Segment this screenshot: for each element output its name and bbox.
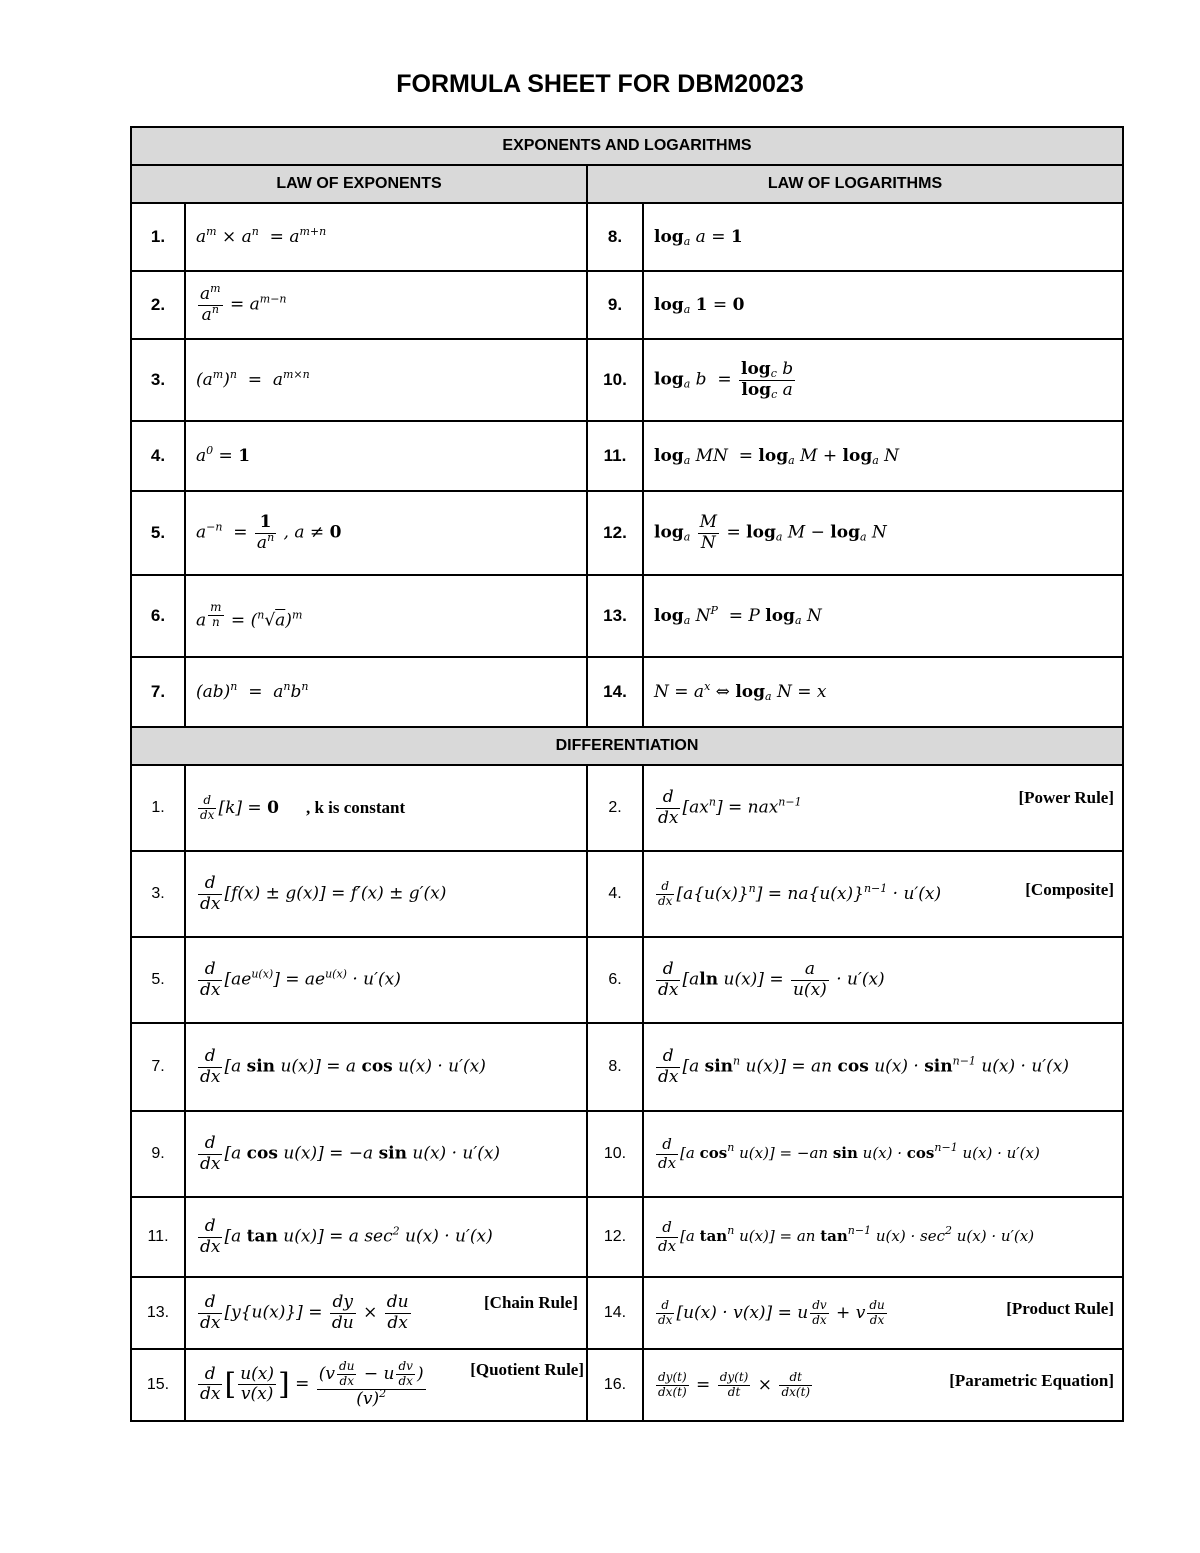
- diff-row: [131, 937, 1123, 1023]
- formula: $\frac{d}{dx}$ $[ax^n] = nax^{n-1}$ [Power Rule]: [643, 765, 1123, 851]
- formula: $\frac{d}{dx}$ $[ae^{u(x)}] = ae^{u(x)} \cdot u'(x)$: [185, 937, 587, 1023]
- formula: $\frac{dy(t)}{dx(t)}$ = $\frac{dy(t)}{dt}$ × $\frac{dt}{dx(t)}$ [Parametric Equation]: [643, 1349, 1123, 1421]
- row-number: 1.: [131, 203, 185, 271]
- formula: $(ab)^n = a^nb^n$: [185, 657, 587, 727]
- row-number: 10.: [587, 1111, 643, 1197]
- row-number: 13.: [587, 575, 643, 657]
- law-row: [131, 203, 1123, 271]
- diff-row: [131, 1111, 1123, 1197]
- law-of-exponents-header: LAW OF EXPONENTS: [131, 165, 587, 203]
- formula: $\log_a b$ = $\frac{\log_c b}{\log_c a}$: [643, 339, 1123, 421]
- row-number: 10.: [587, 339, 643, 421]
- formula: $\log_a$ $\frac{M}{N}$ = $\log_a M - \log_a N$: [643, 491, 1123, 575]
- row-number: 15.: [131, 1349, 185, 1421]
- formula: $(a^m)^n = a^{m\times n}$: [185, 339, 587, 421]
- rule-tag: [Composite]: [1025, 879, 1115, 899]
- formula: $\frac{d}{dx}$ [u(x) · v(x)] = u $\frac{dv}{dx}$ + v $\frac{du}{dx}$ [Product Rule]: [643, 1277, 1123, 1349]
- row-number: 8.: [587, 1023, 643, 1111]
- row-number: 16.: [587, 1349, 643, 1421]
- note: , k is constant: [305, 797, 406, 817]
- row-number: 7.: [131, 1023, 185, 1111]
- row-number: 14.: [587, 1277, 643, 1349]
- section-title: DIFFERENTIATION: [131, 727, 1123, 765]
- row-number: 12.: [587, 1197, 643, 1277]
- formula: $\frac{d}{dx}$ [a tan u(x)] = a $\sec^2 u(x) \cdot u'(x)$: [185, 1197, 587, 1277]
- formula: $\frac{d}{dx}$ [aln u(x)] = $\frac{a}{u(x)}$ · u′(x): [643, 937, 1123, 1023]
- formula: $\frac{d}{dx}$ [f(x) ± g(x)] = f′(x) ± g′(x): [185, 851, 587, 937]
- formula: $\log_a a = 1$: [643, 203, 1123, 271]
- row-number: 9.: [131, 1111, 185, 1197]
- formula: $\frac{d}{dx}$ [a $\sin^n u(x)$] = an $\cos u(x) \cdot \sin^{n-1} u(x) \cdot u'(x)$: [643, 1023, 1123, 1111]
- section-header-exponents-logarithms: [131, 127, 1123, 165]
- formula: $\frac{d}{dx}$ [a $\cos^n u(x)] = -an$ $\sin u(x) \cdot \cos^{n-1} u(x) \cdot u'(x)$: [643, 1111, 1123, 1197]
- row-number: 7.: [131, 657, 185, 727]
- formula: $\frac{d}{dx}$ [ $\frac{u(x)}{v(x)}$ ] = (v $\frac{du}{dx}$ − u $\frac{dv}{dx}$ ) $(v)^2$ [Quotient Rule]: [185, 1349, 587, 1421]
- diff-row: [131, 1023, 1123, 1111]
- rule-tag: [Quotient Rule]: [470, 1360, 584, 1380]
- diff-row: [131, 1349, 1123, 1421]
- rule-tag: [Product Rule]: [1006, 1298, 1115, 1318]
- row-number: 12.: [587, 491, 643, 575]
- rule-tag: [Parametric Equation]: [949, 1370, 1115, 1390]
- law-row: [131, 339, 1123, 421]
- row-number: 5.: [131, 937, 185, 1023]
- row-number: 13.: [131, 1277, 185, 1349]
- diff-row: [131, 851, 1123, 937]
- rule-tag: [Chain Rule]: [484, 1292, 578, 1312]
- law-row: [131, 271, 1123, 339]
- law-row: [131, 491, 1123, 575]
- row-number: 5.: [131, 491, 185, 575]
- formula: $\log_a N^P = P$ $\log_a N$: [643, 575, 1123, 657]
- formula: $a^m \times a^n = a^{m+n}$: [185, 203, 587, 271]
- row-number: 2.: [587, 765, 643, 851]
- diff-row: [131, 1197, 1123, 1277]
- formula: $\frac{d}{dx}$ [y{u(x)}] = $\frac{dy}{du}$ × $\frac{du}{dx}$ [Chain Rule]: [185, 1277, 587, 1349]
- row-number: 3.: [131, 339, 185, 421]
- row-number: 6.: [131, 575, 185, 657]
- row-number: 8.: [587, 203, 643, 271]
- formula: $N = a^x$ ⇔ $\log_a N = x$: [643, 657, 1123, 727]
- formula: $\frac{d}{dx}$ $[a\{u(x)\}^n] = na\{u(x)\}^{n-1} \cdot u'(x)$ [Composite]: [643, 851, 1123, 937]
- row-number: 11.: [131, 1197, 185, 1277]
- page-title: FORMULA SHEET FOR DBM20023: [396, 70, 804, 98]
- row-number: 6.: [587, 937, 643, 1023]
- section-header-differentiation: [131, 727, 1123, 765]
- law-row: [131, 421, 1123, 491]
- formula: $\frac{d}{dx}$ [a sin u(x)] = a cos u(x) · u′(x): [185, 1023, 587, 1111]
- rule-tag: [Power Rule]: [1018, 787, 1115, 807]
- diff-row: [131, 765, 1123, 851]
- row-number: 2.: [131, 271, 185, 339]
- row-number: 14.: [587, 657, 643, 727]
- row-number: 1.: [131, 765, 185, 851]
- formula: $\frac{d}{dx}$ [a cos u(x)] = −a sin u(x) · u′(x): [185, 1111, 587, 1197]
- formula: $\frac{a^m}{a^n}$ = $a^{m-n}$: [185, 271, 587, 339]
- subheader-row: [131, 165, 1123, 203]
- formula: $\log_a 1 = 0$: [643, 271, 1123, 339]
- formula: $a^0 = 1$: [185, 421, 587, 491]
- section-title: EXPONENTS AND LOGARITHMS: [131, 127, 1123, 165]
- formula: $a^{-n}$ = $\frac{1}{a^n}$ , a ≠ 0: [185, 491, 587, 575]
- law-row: [131, 657, 1123, 727]
- row-number: 9.: [587, 271, 643, 339]
- formula: $\frac{d}{dx}$ [a $\tan^n u(x)$] = an $\tan^{n-1} u(x) \cdot \sec^2 u(x) \cdot u'(x)$: [643, 1197, 1123, 1277]
- formula: $\frac{d}{dx}$ [k] = 0 , k is constant: [185, 765, 587, 851]
- formula-table: [130, 126, 1124, 1422]
- formula: a $^{\frac{m}{n}}$ = $(^n√a)^m$: [185, 575, 587, 657]
- row-number: 3.: [131, 851, 185, 937]
- diff-row: [131, 1277, 1123, 1349]
- row-number: 11.: [587, 421, 643, 491]
- row-number: 4.: [131, 421, 185, 491]
- law-row: [131, 575, 1123, 657]
- row-number: 4.: [587, 851, 643, 937]
- formula: $\log_a$ MN = $\log_a M + \log_a N$: [643, 421, 1123, 491]
- law-of-logarithms-header: LAW OF LOGARITHMS: [587, 165, 1123, 203]
